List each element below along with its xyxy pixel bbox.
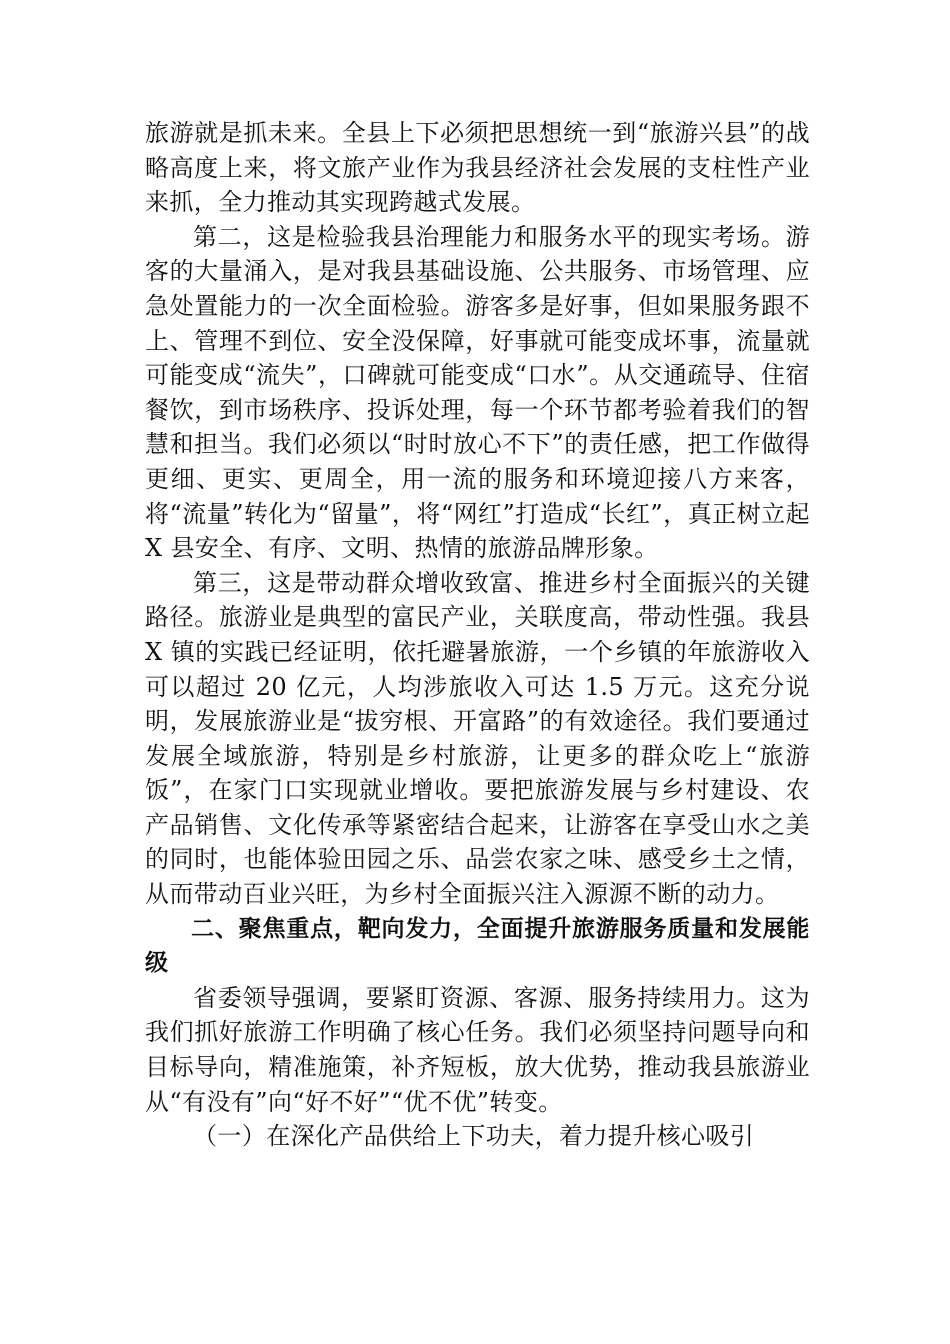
paragraph-second-point: 第二，这是检验我县治理能力和服务水平的现实考场。游客的大量涌入，是对我县基础设施、公共服务、市场管理、应急处置能力的一次全面检验。游客多是好事，但如果服务跟不上、管理不到位、安全没保障，好事就可能变成坏事，流量就可能变成“流失”，口碑就可能变成“口水”。从交通疏导、住宿餐饮，到市场秩序、投诉处理，每一个环节都考验着我们的智慧和担当。我们必须以“时时放心不下”的责任感，把工作做得更细、更实、更周全，用一流的服务和环境迎接八方来客，将“流量”转化为“留量”，将“网红”打造成“长红”，真正树立起 X 县安全、有序、文明、热情的旅游品牌形象。: [145, 222, 810, 563]
subsection-heading-one: （一）在深化产品供给上下功夫，着力提升核心吸引: [193, 1122, 755, 1151]
paragraph-continuation: 旅游就是抓未来。全县上下必须把思想统一到“旅游兴县”的战略高度上来，将文旅产业作为我县经济社会发展的支柱性产业来抓，全力推动其实现跨越式发展。: [145, 119, 810, 217]
paragraph-section-intro: 省委领导强调，要紧盯资源、客源、服务持续用力。这为我们抓好旅游工作明确了核心任务。我们必须坚持问题导向和目标导向，精准施策，补齐短板，放大优势，推动我县旅游业从“有没有”向“好不好”“优不优”转变。: [145, 983, 810, 1116]
paragraph-third-point: 第三，这是带动群众增收致富、推进乡村全面振兴的关键路径。旅游业是典型的富民产业，关联度高，带动性强。我县 X 镇的实践已经证明，依托避暑旅游，一个乡镇的年旅游收入可以超过 20 亿元，人均涉旅收入可达 1.5 万元。这充分说明，发展旅游业是“拔穷根、开富路”的有效途径。我们要通过发展全域旅游，特别是乡村旅游，让更多的群众吃上“旅游饭”，在家门口实现就业增收。要把旅游发展与乡村建设、农产品销售、文化传承等紧密结合起来，让游客在享受山水之美的同时，也能体验田园之乐、品尝农家之味、感受乡土之情，从而带动百业兴旺，为乡村全面振兴注入源源不断的动力。: [145, 568, 810, 909]
section-heading-two: 二、聚焦重点，靶向发力，全面提升旅游服务质量和发展能级: [145, 915, 810, 977]
document-page: [145, 116, 810, 1154]
